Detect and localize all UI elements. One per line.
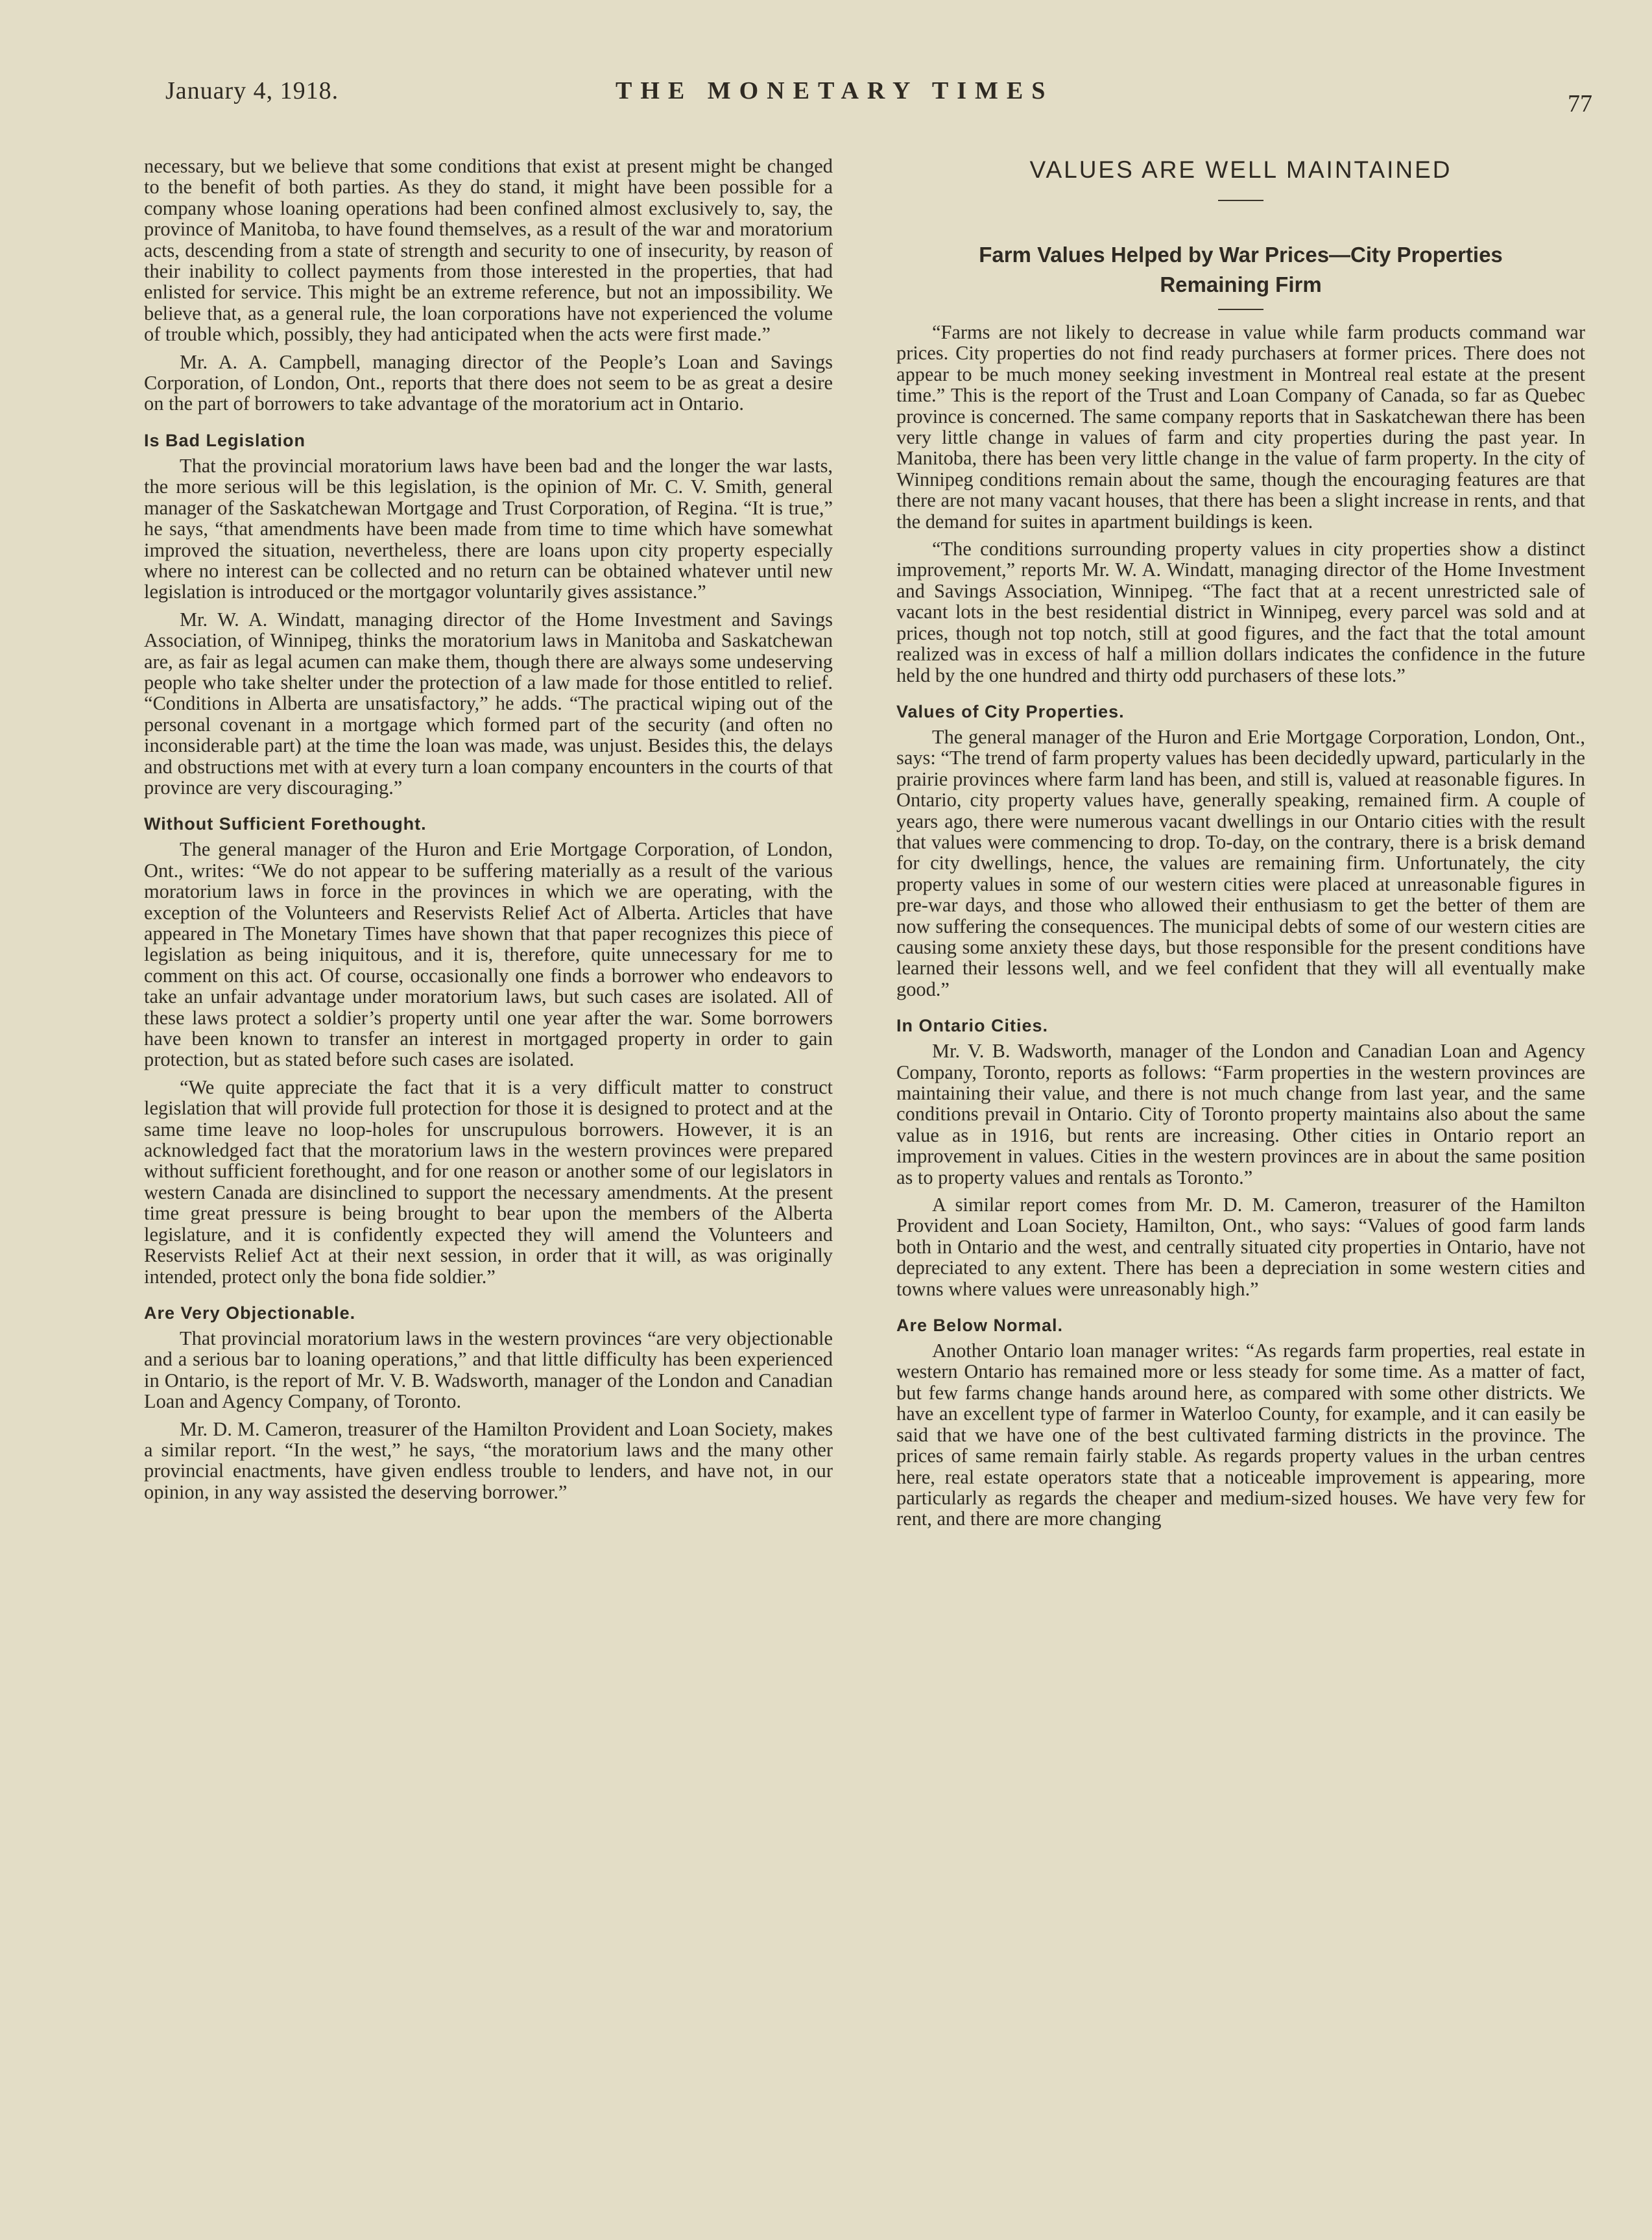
left-column [144,156,833,1502]
publication-title: THE MONETARY TIMES [616,77,1054,104]
subhead-rule [1218,309,1263,310]
issue-date: January 4, 1918. [165,77,339,104]
paragraph-cameron-report: A similar report comes from Mr. D. M. Cameron, treasurer of the Hamilton Provident and Loan Society, Hamilton, Ont., who says: “Values of good farm lands both in Ontario and the west, and centrally situated city properties in Ontario, have not depreciated to any extent. There has been a depreciation in some western cities and towns where values were unreasonably high.” [896,1194,1585,1300]
paragraph-cameron: Mr. D. M. Cameron, treasurer of the Hamilton Provident and Loan Society, makes a similar report. “In the west,” he says, “the moratorium laws and the many other provincial enactments, have given endless trouble to lenders, and have not, in our opinion, in any way assisted the deserving borrower.” [144,1417,833,1503]
paragraph-huron-erie-trend: The general manager of the Huron and Erie Mortgage Corporation, London, Ont., says: “The trend of farm property values has been decidedly upward, particularly in the prairie provinces where farm land has been, and still is, valued at reasonable figures. In Ontario, city property values have, generally speaking, remained firm. A couple of years ago, there were numerous vacant dwellings in our Ontario cities with the result that values were commencing to drop. To-day, on the contrary, there is a brisk demand for city dwellings, hence, the values are remaining firm. Unfortunately, the city property values in some of our western cities were placed at unreasonable figures in pre-war days, and those who allowed their enthusiasm to get the better of them are now suffering the consequences. The municipal debts of some of our western cities are causing some anxiety these days, but those responsible for the present conditions have learned their lessons well, and we feel confident that they will all eventually make good.” [896,725,1585,1000]
paragraph-wadsworth-report: Mr. V. B. Wadsworth, manager of the London and Canadian Loan and Agency Company, Toronto, reports as follows: “Farm properties in the western provinces are maintaining their value, and there is not much change from last year, and the same conditions prevail in Ontario. City of Toronto property maintains also about the same value as in 1916, but rents are increasing. Other cities in Ontario report an improvement in values. Cities in the western provinces are in about the same position as to property values and rentals as Toronto.” [896,1040,1585,1188]
paragraph-trust-loan: “Farms are not likely to decrease in value while farm products command war prices. City properties do not find ready purchasers at former prices. There does not appear to be much money seeking investment in Montreal real estate at the present time.” This is the report of the Trust and Loan Company of Canada, so far as Quebec province is concerned. The same company reports that in Saskatchewan there has been very little change in values of farm and city properties during the past year. In Manitoba, there has been very little change in the value of farm property. In the city of Winnipeg conditions remain about the same, though the encouraging features are that there are not many vacant houses, that there has been a slight increase in rents, and that the demand for suites in apartment buildings is keen. [896,321,1585,533]
article-subhead-line2: Remaining Firm [1160,272,1322,296]
paragraph-ontario-manager: Another Ontario loan manager writes: “As regards farm properties, real estate in western Ontario has remained more or less steady for some time. As a matter of fact, but few farms change hands around here, as compared with some other districts. We have an excellent type of farmer in Waterloo County, for example, and it can easily be said that we have one of the best cultivated farming districts in the province. The prices of same remain fairly stable. As regards property values in the urban centres here, real estate operators state that a noticeable improvement is appearing, more particularly as regards the cheaper and medium-sized houses. We have very few for rent, and there are more changing [896,1340,1585,1530]
paragraph-windatt: Mr. W. A. Windatt, managing director of the Home Investment and Savings Association, of Winnipeg, thinks the moratorium laws in Manitoba and Saskatchewan are, as fair as legal acumen can make them, though there are always some undeserving people who take shelter under the protection of a law made for those entitled to relief. “Conditions in Alberta are unsatisfactory,” he adds. “The practical wiping out of the personal covenant in a mortgage which formed part of the security (and often no inconsiderable part) at the time the loan was made, was unjust. Besides this, the delays and obstructions met with at every turn a loan company encounters in the courts of that province are very discouraging.” [144,608,833,799]
article-headline: VALUES ARE WELL MAINTAINED [1029,156,1452,183]
section-heading-forethought: Without Sufficient Forethought. [144,814,427,834]
article-subhead-line1: Farm Values Helped by War Prices—City Properties [979,243,1503,267]
right-column [896,156,1585,1530]
section-heading-bad-legislation: Is Bad Legislation [144,430,306,450]
paragraph-wadsworth: That provincial moratorium laws in the western provinces “are very objectionable and a serious bar to loaning operations,” and that little difficulty has been experienced in Ontario, is the report of Mr. V. B. Wadsworth, manager of the London and Canadian Loan and Agency Company, of Toronto. [144,1327,833,1413]
paragraph-campbell: Mr. A. A. Campbell, managing director of the People’s Loan and Savings Corporation, of London, Ont., reports that there does not seem to be as great a desire on the part of borrowers to take advantage of the moratorium act in Ontario. [144,350,833,415]
section-heading-ontario-cities: In Ontario Cities. [896,1016,1049,1036]
headline-rule [1218,200,1263,201]
section-heading-below-normal: Are Below Normal. [896,1316,1064,1336]
continued-paragraph: necessary, but we believe that some conditions that exist at present might be changed to the benefit of both parties. As they do stand, it might have been possible for a company whose loaning operations had been confined almost exclusively to, say, the province of Manitoba, to have found themselves, as a result of the war and moratorium acts, descending from a state of strength and security to one of insecurity, by reason of their inability to collect payments from those interested in the properties, that had enlisted for service. This might be an extreme reference, but not an impossibility. We believe that, as a general rule, the loan corporations have not experienced the volume of trouble which, possibly, they had anticipated when the acts were first made.” [144,155,833,346]
paragraph-legislation-difficulty: “We quite appreciate the fact that it is a very difficult matter to construct legislation that will provide full protection for those it is designed to protect and at the same time leave no loop-holes for unscrupulous borrowers. However, it is an acknowledged fact that the moratorium laws in the western provinces were prepared without sufficient forethought, and for one reason or another some of our legislators in western Canada are disinclined to support the necessary amendments. At the present time great pressure is being brought to bear upon the members of the Alberta legislature, and it is confidently expected they will amend the Volunteers and Reservists Relief Act at their next session, in order that it will, as was originally intended, protect only the bona fide soldier.” [144,1076,833,1288]
paragraph-windatt-winnipeg: “The conditions surrounding property values in city properties show a distinct improvement,” reports Mr. W. A. Windatt, managing director of the Home Investment and Savings Association, Winnipeg. “The fact that at a recent unrestricted sale of vacant lots in the best residential district in Winnipeg, every parcel was sold and at prices, though not top notch, still at good figures, and the fact that the total amount realized was in excess of half a million dollars indicates the confidence in the future held by the one hundred and thirty odd purchasers of these lots.” [896,538,1585,686]
paragraph-huron-erie: The general manager of the Huron and Erie Mortgage Corporation, of London, Ont., writes: “We do not appear to be suffering materially as a result of the various moratorium laws in force in the provinces in which we are operating, with the exception of the Volunteers and Reservists Relief Act of Alberta. Articles that have appeared in The Monetary Times have shown that that paper recognizes this piece of legislation as being iniquitous, and it is, therefore, quite unnecessary for me to comment on this act. Of course, occasionally one finds a borrower who endeavors to take an unfair advantage under moratorium laws, but such cases are isolated. All of these laws protect a soldier’s property until one year after the war. Some borrowers have been known to transfer an interest in mortgaged property in order to gain protection, but as stated before such cases are isolated. [144,838,833,1071]
section-heading-objectionable: Are Very Objectionable. [144,1303,356,1323]
page-number: 77 [1568,90,1592,117]
section-heading-city-properties: Values of City Properties. [896,701,1125,721]
paragraph-smith: That the provincial moratorium laws have been bad and the longer the war lasts, the more serious will be this legislation, is the opinion of Mr. C. V. Smith, general manager of the Saskatchewan Mortgage and Trust Corporation, of Regina. “It is true,” he says, “that amendments have been made from time to time which have somewhat improved the situation, nevertheless, there are loans upon city property especially where no interest can be collected and no return can be obtained whatever until new legislation is introduced or the mortgagor voluntarily gives assistance.” [144,454,833,603]
page-header [165,77,1592,115]
